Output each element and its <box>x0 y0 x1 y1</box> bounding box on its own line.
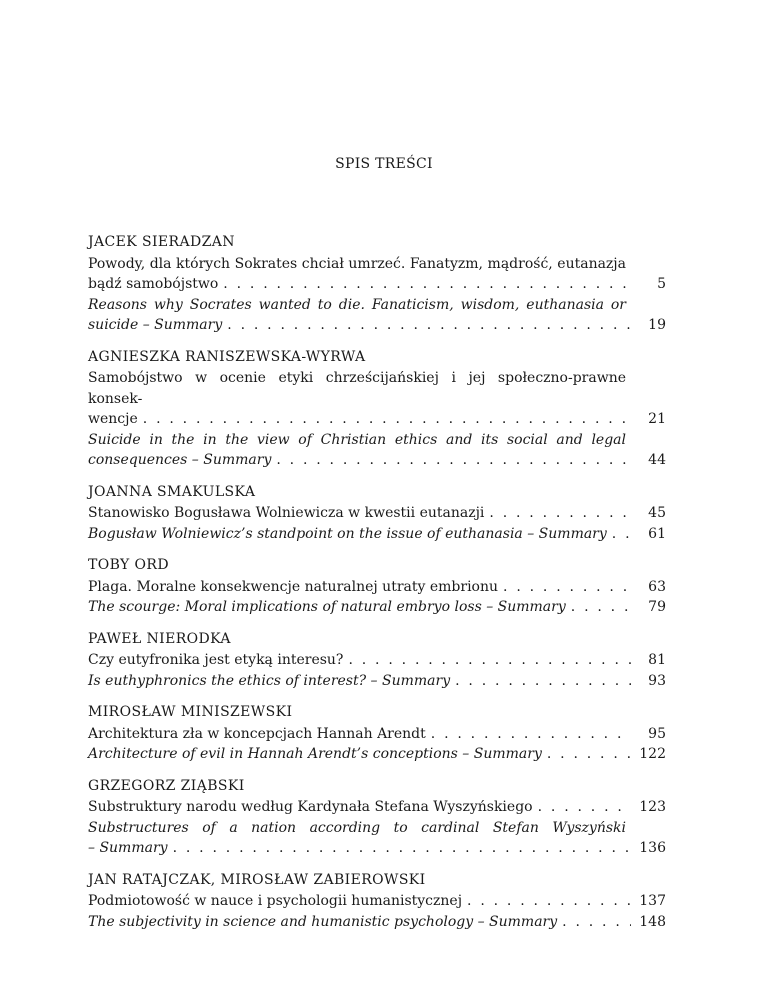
toc-section <box>88 482 666 545</box>
entry-text: Reasons why Socrates wanted to die. Fanaticism, wisdom, euthanasia or <box>88 296 626 313</box>
page-number: 137 <box>639 893 666 909</box>
toc-section <box>88 776 666 859</box>
author-name: MIROSŁAW MINISZEWSKI <box>88 704 293 720</box>
page-number: 19 <box>648 317 666 333</box>
author-name: PAWEŁ NIERODKA <box>88 630 231 647</box>
toc-entry-title[interactable] <box>88 254 666 295</box>
toc-section <box>88 347 666 471</box>
author-name: GRZEGORZ ZIĄBSKI <box>88 777 245 794</box>
dot-leader <box>467 891 631 912</box>
toc-entry-summary[interactable] <box>88 818 666 859</box>
entry-text: Architektura zła w koncepcjach Hannah Arendt <box>88 725 426 742</box>
toc-entry-title[interactable] <box>88 368 666 430</box>
entry-text: The scourge: Moral implications of natural embryo loss – Summary <box>88 599 566 615</box>
toc-entry-summary[interactable] <box>88 671 666 692</box>
entry-text: consequences – Summary <box>88 452 272 468</box>
entry-text: Is euthyphronics the ethics of interest? – Summary <box>88 672 451 689</box>
page-number: 45 <box>648 505 666 521</box>
dot-leader <box>547 744 631 765</box>
dot-leader <box>538 797 631 818</box>
author-name: JAN RATAJCZAK, MIROSŁAW ZABIEROWSKI <box>88 871 426 888</box>
entry-text: Samobójstwo w ocenie etyki chrześcijańskiej i jej społeczno-prawne konsek- <box>88 370 626 407</box>
toc-entry-summary[interactable] <box>88 912 666 933</box>
dot-leader <box>612 524 631 545</box>
entry-text: Stanowisko Bogusława Wolniewicza w kwestii eutanazji <box>88 505 485 521</box>
entry-text: Substruktury narodu według Kardynała Stefana Wyszyńskiego <box>88 799 533 815</box>
page-number: 93 <box>648 672 666 689</box>
entry-text: Plaga. Moralne konsekwencje naturalnej utraty embrionu <box>88 578 499 595</box>
page-number: 95 <box>648 725 666 742</box>
toc-entry-title[interactable] <box>88 503 666 524</box>
toc-entry-title[interactable] <box>88 650 666 671</box>
entry-text: Bogusław Wolniewicz’s standpoint on the issue of euthanasia – Summary <box>88 525 607 542</box>
dot-leader <box>348 650 631 671</box>
toc-entry-title[interactable] <box>88 724 666 745</box>
page-number: 44 <box>648 452 666 468</box>
toc-entry-title[interactable] <box>88 891 666 912</box>
page-number: 79 <box>648 599 666 615</box>
dot-leader <box>489 503 631 524</box>
entry-text: Powody, dla których Sokrates chciał umrzeć. Fanatyzm, mądrość, eutanazja <box>88 255 626 272</box>
entry-text: Czy eutyfronika jest etyką interesu? <box>88 652 344 668</box>
dot-leader <box>431 724 631 745</box>
toc-section <box>88 629 666 692</box>
dot-leader <box>276 450 631 471</box>
toc-section <box>88 870 666 933</box>
toc-entry-title[interactable] <box>88 797 666 818</box>
page-number: 61 <box>648 525 666 542</box>
author-name: AGNIESZKA RANISZEWSKA-WYRWA <box>88 348 366 365</box>
page-number: 63 <box>648 578 666 595</box>
table-of-contents <box>88 232 666 943</box>
toc-entry-summary[interactable] <box>88 430 666 471</box>
entry-text: bądź samobójstwo <box>88 276 219 292</box>
page-number: 5 <box>657 276 666 292</box>
entry-text: – Summary <box>88 840 168 856</box>
page-number: 21 <box>648 411 666 427</box>
entry-text: The subjectivity in science and humanistic psychology – Summary <box>88 913 558 930</box>
page-title: SPIS TREŚCI <box>335 156 433 172</box>
dot-leader <box>227 315 631 336</box>
page-number: 136 <box>639 840 666 856</box>
dot-leader <box>503 577 631 598</box>
entry-text: Substructures of a nation according to cardinal Stefan Wyszyński <box>88 819 626 836</box>
toc-section <box>88 232 666 336</box>
dot-leader <box>455 671 631 692</box>
page-number: 81 <box>648 652 666 668</box>
dot-leader <box>562 912 631 933</box>
dot-leader <box>143 409 631 430</box>
author-name: JOANNA SMAKULSKA <box>88 483 256 500</box>
toc-entry-summary[interactable] <box>88 295 666 336</box>
toc-entry-summary[interactable] <box>88 524 666 545</box>
dot-leader <box>223 274 631 295</box>
entry-text: suicide – Summary <box>88 317 223 333</box>
toc-section <box>88 555 666 618</box>
toc-section <box>88 702 666 765</box>
dot-leader <box>173 838 631 859</box>
toc-entry-title[interactable] <box>88 577 666 598</box>
dot-leader <box>571 597 631 618</box>
entry-text: Architecture of evil in Hannah Arendt’s conceptions – Summary <box>88 746 542 762</box>
toc-entry-summary[interactable] <box>88 597 666 618</box>
entry-text: Suicide in the in the view of Christian ethics and its social and legal <box>88 431 626 448</box>
page-number: 148 <box>639 913 666 930</box>
author-name: TOBY ORD <box>88 557 169 573</box>
toc-entry-summary[interactable] <box>88 744 666 765</box>
page-number: 122 <box>639 746 666 762</box>
entry-text: Podmiotowość w nauce i psychologii humanistycznej <box>88 893 463 909</box>
entry-text: wencje <box>88 411 138 427</box>
page-number: 123 <box>639 799 666 815</box>
author-name: JACEK SIERADZAN <box>88 234 235 250</box>
